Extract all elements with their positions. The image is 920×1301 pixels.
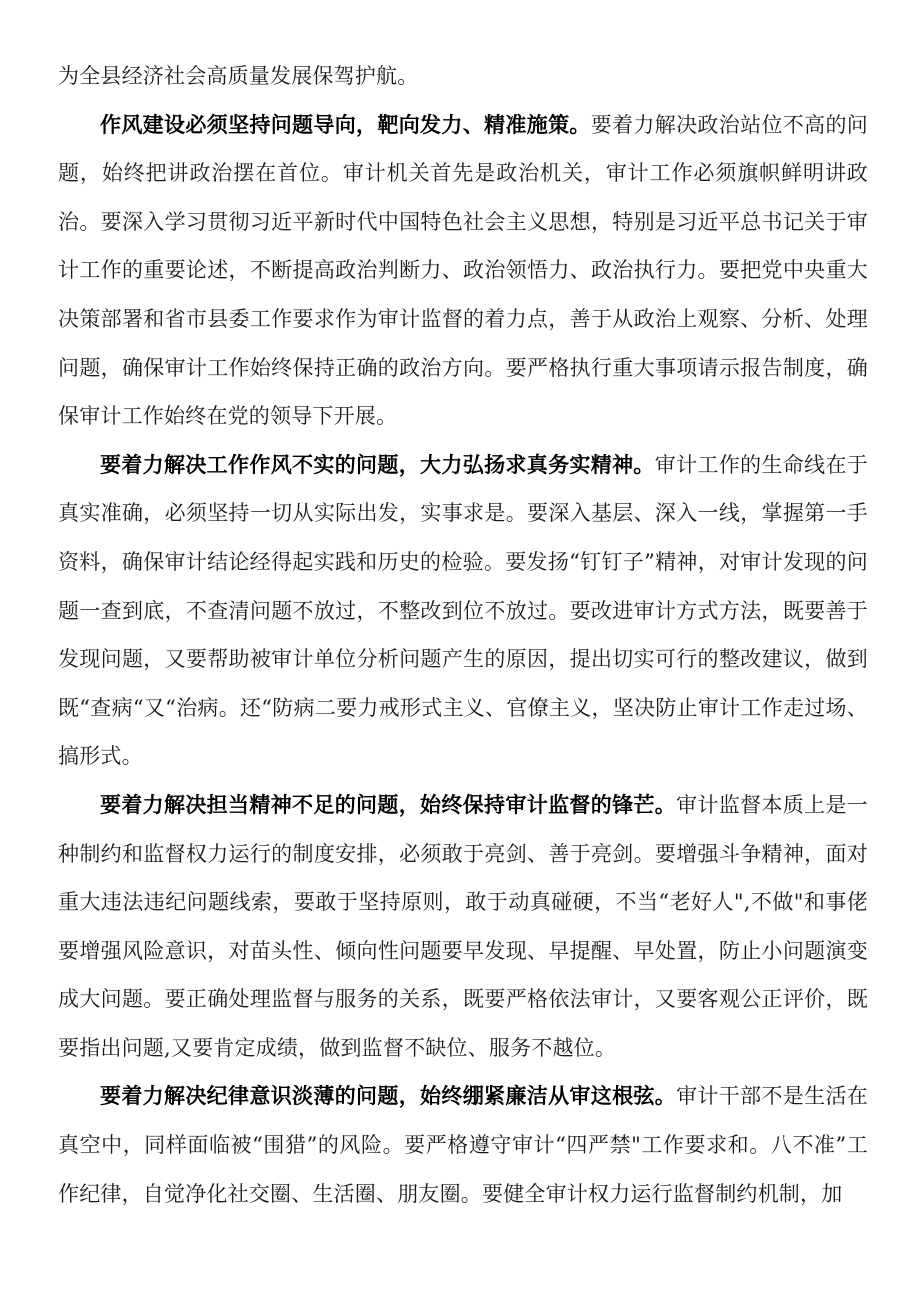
paragraph-4-lead: 要着力解决担当精神不足的问题，始终保持审计监督的锋芒。 <box>100 791 677 817</box>
paragraph-1-body: 为全县经济社会高质量发展保驾护航。 <box>58 64 419 88</box>
paragraph-3-body: 审计工作的生命线在于真实准确，必须坚持一切从实际出发，实事求是。要深入基层、深入一线，掌握第一手资料，确保审计结论经得起实践和历史的检验。要发扬“钉钉子”精神，对审计发现的问题一查到底，不查清问题不放过，不整改到位不放过。要改进审计方式方法，既要善于发现问题，又要帮助被审计单位分析问题产生的原因，提出切实可行的整改建议，做到既“查病“又“治病。还“防病二要力戒形式主义、官僚主义，坚决防止审计工作走过场、搞形式。 <box>58 452 868 769</box>
paragraph-1 <box>58 52 868 101</box>
paragraph-3-lead: 要着力解决工作作风不实的问题，大力弘扬求真务实精神。 <box>100 451 655 477</box>
paragraph-2 <box>58 101 868 441</box>
paragraph-5-body: 审计干部不是生活在真空中，同样面临被“围猎”的风险。要严格遵守审计“四严禁"工作要求和。八不准”工作纪律，自觉净化社交圈、生活圈、朋友圈。要健全审计权力运行监督制约机制，加 <box>58 1084 868 1206</box>
paragraph-4 <box>58 781 868 1073</box>
paragraph-5-lead: 要着力解决纪律意识淡薄的问题，始终绷紧廉洁从审这根弦。 <box>100 1083 677 1109</box>
paragraph-2-body: 要着力解决政治站位不高的问题，始终把讲政治摆在首位。审计机关首先是政治机关，审计工作必须旗帜鲜明讲政治。要深入学习贯彻习近平新时代中国特色社会主义思想，特别是习近平总书记关于审计工作的重要论述，不断提高政治判断力、政治领悟力、政治执行力。要把党中央重大决策部署和省市县委工作要求作为审计监督的着力点，善于从政治上观察、分析、处理问题，确保审计工作始终保持正确的政治方向。要严格执行重大事项请示报告制度，确保审计工作始终在党的领导下开展。 <box>58 112 868 429</box>
paragraph-2-lead: 作风建设必须坚持问题导向，靶向发力、精准施策。 <box>100 111 591 137</box>
paragraph-5 <box>58 1072 868 1218</box>
paragraph-3 <box>58 441 868 781</box>
document-page <box>58 52 868 1218</box>
paragraph-4-body: 审计监督本质上是一种制约和监督权力运行的制度安排，必须敢于亮剑、善于亮剑。要增强斗争精神，面对重大违法违纪问题线索，要敢于坚持原则，敢于动真碰硬，不当“老好人",不做"和事佬要增强风险意识，对苗头性、倾向性问题要早发现、早提醒、早处置，防止小问题演变成大问题。要正确处理监督与服务的关系，既要严格依法审计，又要客观公正评价，既要指出问题,又要肯定成绩，做到监督不缺位、服务不越位。 <box>58 792 868 1060</box>
